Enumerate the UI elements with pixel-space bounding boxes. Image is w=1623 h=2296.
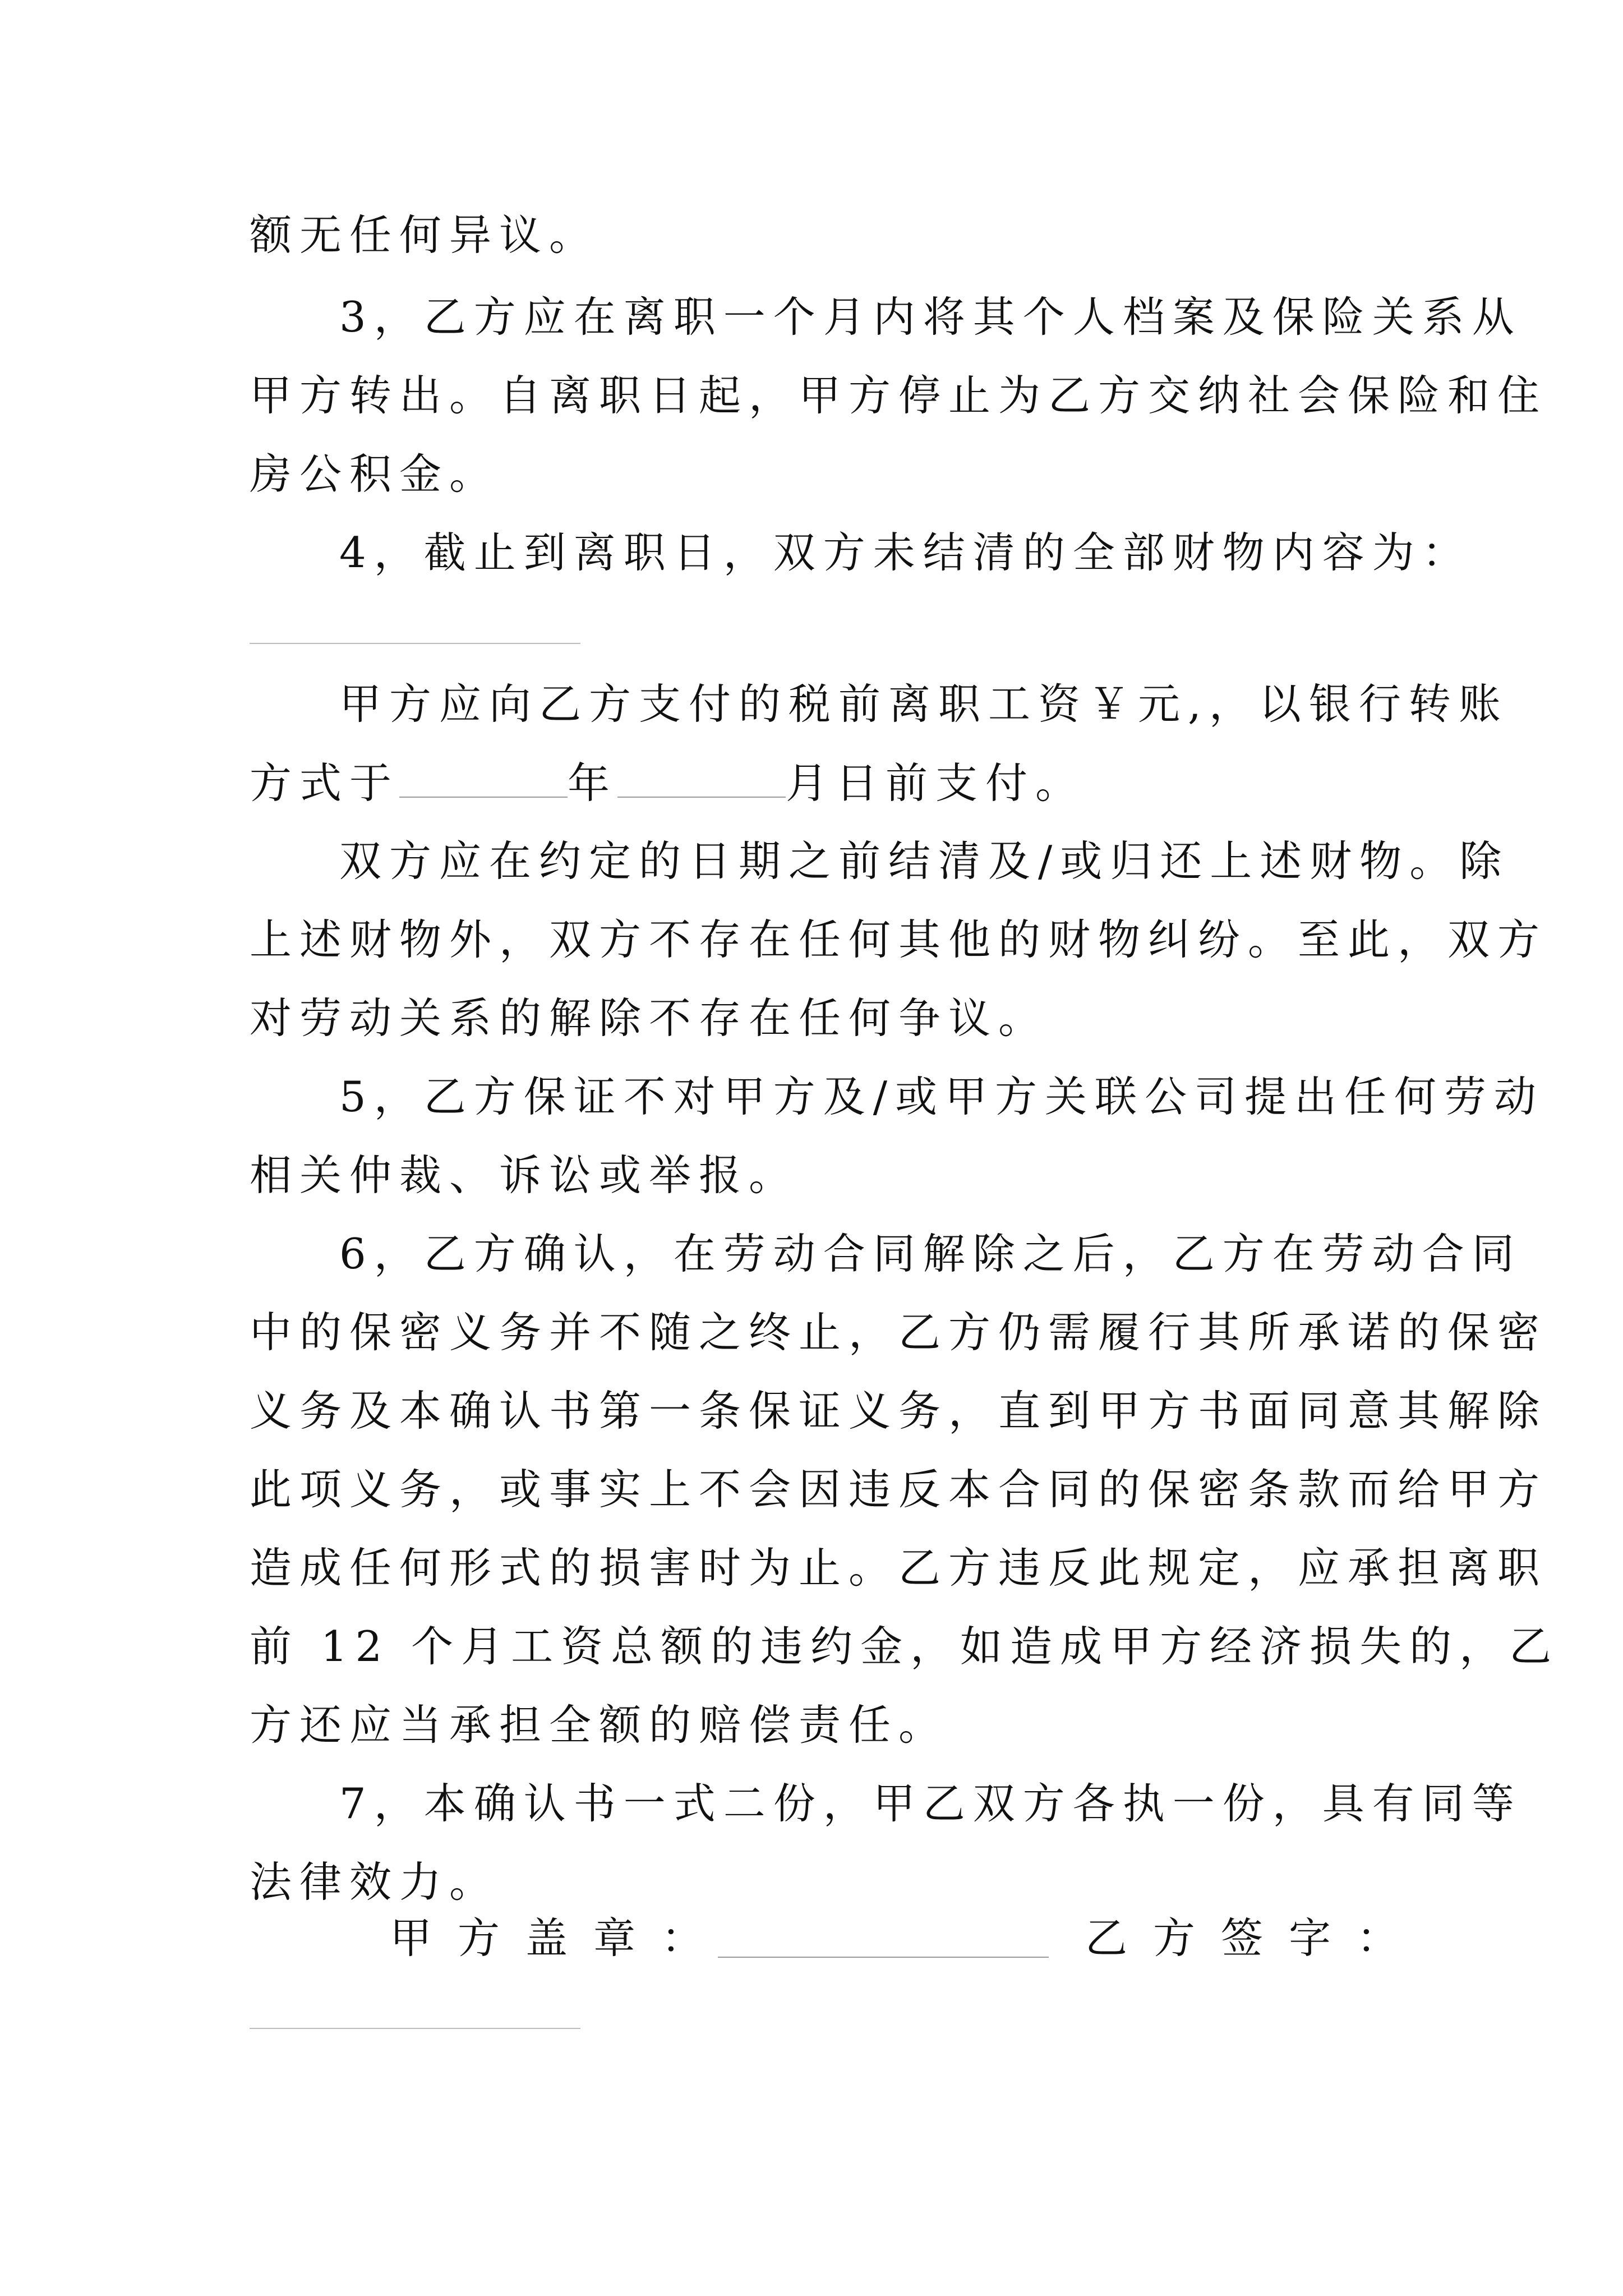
blank-underline (250, 643, 580, 644)
clause-4-line-1: 4，截止到离职日，双方未结清的全部财物内容为： (339, 528, 1472, 577)
clause-7-line-1: 7，本确认书一式二份，甲乙双方各执一份，具有同等 (339, 1779, 1522, 1828)
clause-3-line-3: 房公积金。 (250, 449, 500, 499)
settlement-line-3: 对劳动关系的解除不存在任何争议。 (250, 993, 1049, 1043)
settlement-line-2: 上述财物外，双方不存在任何其他的财物纠纷。至此，双方 (250, 915, 1548, 964)
date-text: 月日前支付。 (786, 758, 1086, 808)
party-a-seal-underline (718, 1957, 1049, 1958)
payment-method-text: 方式于 (250, 758, 400, 808)
text-line: 额无任何异议。 (250, 210, 600, 260)
clause-6-line-2: 中的保密义务并不随之终止，乙方仍需履行其所承诺的保密 (250, 1308, 1548, 1357)
clause-3-line-2: 甲方转出。自离职日起，甲方停止为乙方交纳社会保险和住 (250, 371, 1548, 420)
clause-6-line-5: 造成任何形式的损害时为止。乙方违反此规定，应承担离职 (250, 1543, 1548, 1593)
clause-3-line-1: 3，乙方应在离职一个月内将其个人档案及保险关系从 (339, 292, 1522, 342)
clause-6-line-1: 6，乙方确认，在劳动合同解除之后，乙方在劳动合同 (339, 1229, 1522, 1278)
clause-6-line-7: 方还应当承担全额的赔偿责任。 (250, 1700, 949, 1750)
clause-6-line-4: 此项义务，或事实上不会因违反本合同的保密条款而给甲方 (250, 1465, 1548, 1514)
clause-6-line-3: 义务及本确认书第一条保证义务，直到甲方书面同意其解除 (250, 1386, 1548, 1435)
clause-5-line-2: 相关仲裁、诉讼或举报。 (250, 1151, 799, 1200)
year-blank (399, 762, 568, 798)
signature-underline (250, 2028, 580, 2029)
clause-5-line-1: 5，乙方保证不对甲方及/或甲方关联公司提出任何劳动 (339, 1072, 1544, 1121)
settlement-line-1: 双方应在约定的日期之前结清及/或归还上述财物。除 (339, 836, 1510, 886)
month-blank (617, 762, 786, 798)
party-b-signature-label: 乙方签字： (1085, 1913, 1425, 1963)
party-a-seal-label: 甲方盖章： (390, 1913, 730, 1963)
payment-line-1: 甲方应向乙方支付的税前离职工资￥元,，以银行转账 (339, 679, 1509, 729)
clause-7-line-2: 法律效力。 (250, 1857, 500, 1907)
year-text: 年 (568, 758, 618, 808)
clause-6-line-6: 前 12 个月工资总额的违约金，如造成甲方经济损失的，乙 (250, 1622, 1560, 1671)
payment-line-2 (250, 758, 1086, 808)
